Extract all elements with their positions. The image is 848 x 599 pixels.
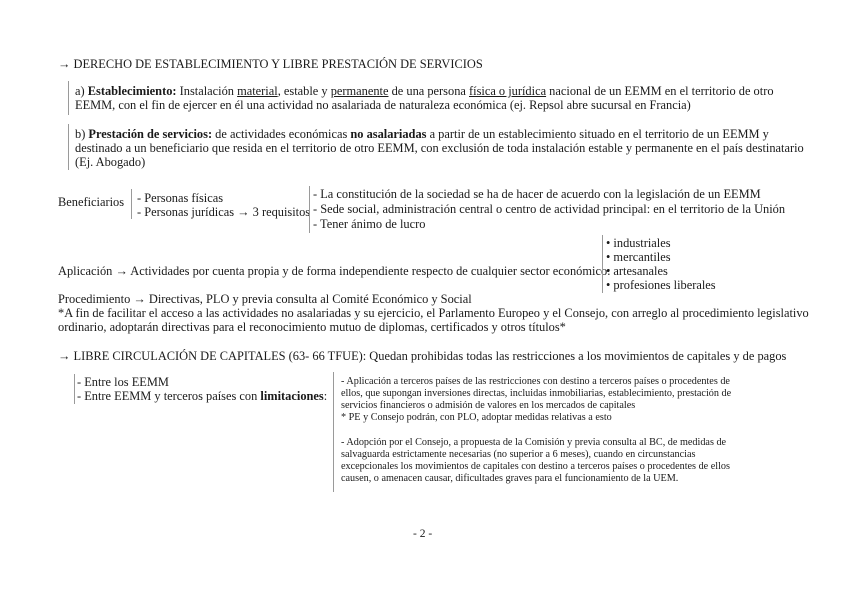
requisito-item: - La constitución de la sociedad se ha de hacer de acuerdo con la legislación de un EEMM [313, 187, 761, 201]
scope-item: - Entre EEMM y terceros países con limitaciones: [77, 389, 328, 403]
scope-item: - Entre los EEMM [77, 375, 169, 389]
aplicacion-label: Aplicación [58, 264, 113, 278]
para-b-line1: b) Prestación de servicios: de actividades económicas no asalariadas a partir de un establecimiento situado en el territorio de un EEMM y [75, 127, 769, 141]
aplicacion-line: Aplicación → Actividades por cuenta propia y de forma independiente respecto de cualquier sector económico: [58, 264, 611, 278]
procedimiento-note-line1: *A fin de facilitar el acceso a las actividades no asalariadas y su ejercicio, el Parlamento Europeo y el Consejo, con arreglo al procedimiento legislativo [58, 306, 809, 320]
beneficiario-item: - Personas jurídicas → 3 requisitos [137, 205, 311, 219]
beneficiarios-label: Beneficiarios [58, 195, 125, 209]
section-title: DERECHO DE ESTABLECIMIENTO Y LIBRE PRESTACIÓN DE SERVICIOS [73, 57, 483, 71]
procedimiento-line: Procedimiento → Directivas, PLO y previa consulta al Comité Económico y Social [58, 292, 472, 306]
limitacion-line: - Adopción por el Consejo, a propuesta de la Comisión y previa consulta al BC, de medidas de [341, 437, 727, 448]
arrow-icon: → [115, 264, 128, 278]
para-a-line1: a) Establecimiento: Instalación material, estable y permanente de una persona física o jurídica nacional de un EEMM en el territorio de otro [75, 84, 774, 98]
page-number: - 2 - [413, 528, 433, 540]
arrow-icon: → [58, 57, 71, 71]
arrow-icon: → [58, 349, 71, 363]
sector-item: • artesanales [606, 264, 668, 278]
limitacion-line: ellos, que supongan inversiones directas, incluidas inmobiliarias, establecimiento, prestación de [341, 388, 732, 399]
sector-item: • mercantiles [606, 250, 671, 264]
section-title: LIBRE CIRCULACIÓN DE CAPITALES (63- 66 TFUE): Quedan prohibidas todas las restricciones a los movimientos de capitales y de pagos [73, 349, 787, 363]
limitacion-line: * PE y Consejo podrán, con PLO, adoptar medidas relativas a esto [341, 412, 612, 423]
requisito-item: - Tener ánimo de lucro [313, 217, 426, 231]
limitacion-line: excepcionales los movimientos de capitales con destino a terceros países o procedentes de ellos [341, 461, 730, 472]
aplicacion-sectors [602, 235, 733, 293]
beneficiarios-list [131, 189, 311, 219]
arrow-icon: → [237, 205, 250, 219]
arrow-icon: → [133, 292, 146, 306]
sector-item: • profesiones liberales [606, 278, 716, 292]
para-b-line2: destinado a un beneficiario que resida en el territorio de otro EEMM, con exclusión de toda instalación estable y permanente en el país destinatario [75, 141, 804, 155]
para-a-line2: EEMM, con el fin de ejercer en él una actividad no asalariada de naturaleza económica (ej. Repsol abre sucursal en Francia) [75, 98, 691, 112]
limitaciones-term: limitaciones [260, 389, 324, 403]
procedimiento-note-line2: ordinario, adoptarán directivas para el reconocimiento mutuo de diplomas, certificados y otros títulos* [58, 320, 566, 334]
section-heading-capitales [58, 349, 786, 364]
requisito-item: - Sede social, administración central o centro de actividad principal: en el territorio de la Unión [313, 202, 786, 216]
beneficiario-item: - Personas físicas [137, 191, 224, 205]
section-heading-establecimiento [58, 57, 483, 72]
limitaciones-detail [333, 372, 774, 492]
limitacion-line: salvaguarda estrictamente necesarias (no superior a 6 meses), cuando en circunstancias [341, 449, 696, 460]
procedimiento-label: Procedimiento [58, 292, 131, 306]
establecimiento-term: Establecimiento: [87, 84, 177, 98]
sector-item: • industriales [606, 236, 671, 250]
para-b-line3: (Ej. Abogado) [75, 155, 146, 169]
para-a-block [68, 81, 789, 115]
para-b-block [68, 124, 804, 170]
limitacion-line: causen, o amenacen causar, dificultades graves para el funcionamiento de la UEM. [341, 473, 679, 484]
requisitos-list [309, 186, 790, 233]
limitacion-line: - Aplicación a terceros países de las restricciones con destino a terceros países o procedentes de [341, 376, 730, 387]
capitales-scope-list [74, 374, 330, 404]
limitacion-line: servicios financieros o admisión de valores en los mercados de capitales [341, 400, 636, 411]
prestacion-term: Prestación de servicios: [88, 127, 213, 141]
